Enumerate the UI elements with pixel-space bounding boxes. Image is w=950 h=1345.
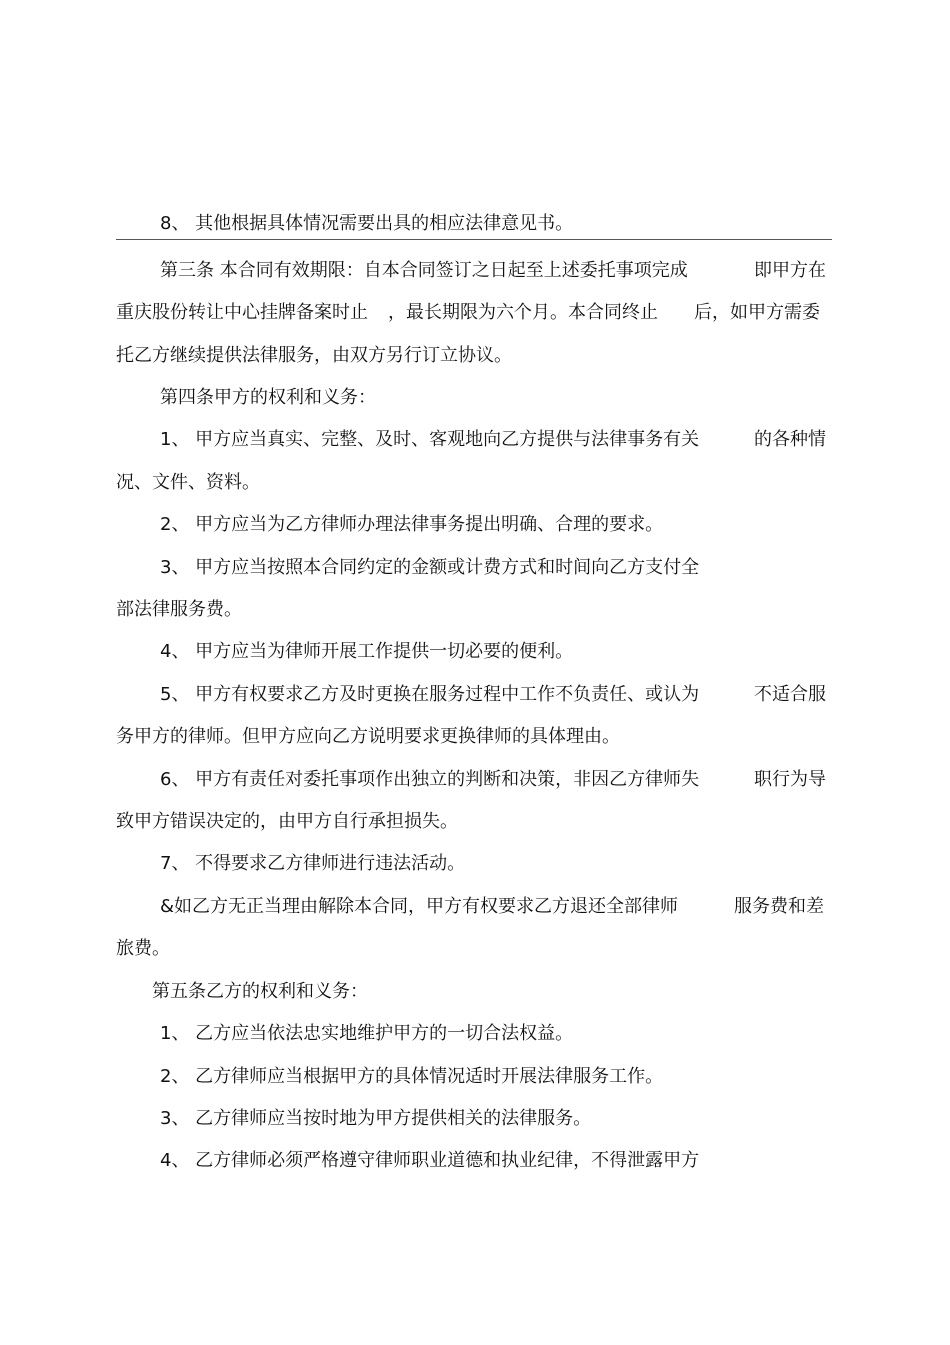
article-3-line-1: 第三条 本合同有效期限：自本合同签订之日起至上述委托事项完成 (160, 260, 688, 281)
article-4-heading: 第四条甲方的权利和义务： (160, 387, 376, 408)
article-4-item-3-cont: 部法律服务费。 (116, 599, 242, 620)
article-3-line-2-end: 后，如甲方需委 (694, 302, 820, 323)
article-4-item-6: 6、 甲方有责任对委托事项作出独立的判断和决策，非因乙方律师失 (160, 769, 700, 790)
article-4-item-1-end: 的各种情 (754, 429, 826, 450)
article-5-item-3: 3、 乙方律师应当按时地为甲方提供相关的法律服务。 (160, 1108, 592, 1129)
article-4-item-8-end: 服务费和差 (734, 896, 824, 917)
article-4-item-6-cont: 致甲方错误决定的，由甲方自行承担损失。 (116, 811, 458, 832)
article-4-item-5: 5、 甲方有权要求乙方及时更换在服务过程中工作不负责任、或认为 (160, 684, 700, 705)
article-4-item-3: 3、 甲方应当按照本合同约定的金额或计费方式和时间向乙方支付全 (160, 557, 700, 578)
article-4-item-1-cont: 况、文件、资料。 (116, 472, 260, 493)
article-4-item-8: &如乙方无正当理由解除本合同，甲方有权要求乙方退还全部律师 (160, 896, 679, 917)
article-3-line-2: 重庆股份转让中心挂牌备案时止 (116, 302, 368, 323)
article-3-line-2-mid: ，最长期限为六个月。本合同终止 (388, 302, 658, 323)
article-5-item-4: 4、 乙方律师必须严格遵守律师职业道德和执业纪律，不得泄露甲方 (160, 1150, 700, 1171)
article-5-heading: 第五条乙方的权利和义务： (152, 981, 368, 1002)
article-4-item-7: 7、 不得要求乙方律师进行违法活动。 (160, 853, 466, 874)
article-4-item-6-end: 职行为导 (754, 769, 826, 790)
article-4-item-2: 2、 甲方应当为乙方律师办理法律事务提出明确、合理的要求。 (160, 514, 664, 535)
article-3-line-3: 托乙方继续提供法律服务，由双方另行订立协议。 (116, 345, 512, 366)
item-8: 8、 其他根据具体情况需要出具的相应法律意见书。 (160, 213, 574, 234)
article-4-item-1: 1、 甲方应当真实、完整、及时、客观地向乙方提供与法律事务有关 (160, 429, 700, 450)
article-4-item-5-end: 不适合服 (754, 684, 826, 705)
article-4-item-4: 4、 甲方应当为律师开展工作提供一切必要的便利。 (160, 641, 574, 662)
article-4-item-5-cont: 务甲方的律师。但甲方应向乙方说明要求更换律师的具体理由。 (116, 726, 620, 747)
horizontal-rule (116, 239, 832, 240)
article-3-line-1-end: 即甲方在 (754, 260, 826, 281)
article-5-item-2: 2、 乙方律师应当根据甲方的具体情况适时开展法律服务工作。 (160, 1066, 664, 1087)
article-4-item-8-cont: 旅费。 (116, 938, 170, 959)
article-5-item-1: 1、 乙方应当依法忠实地维护甲方的一切合法权益。 (160, 1023, 574, 1044)
